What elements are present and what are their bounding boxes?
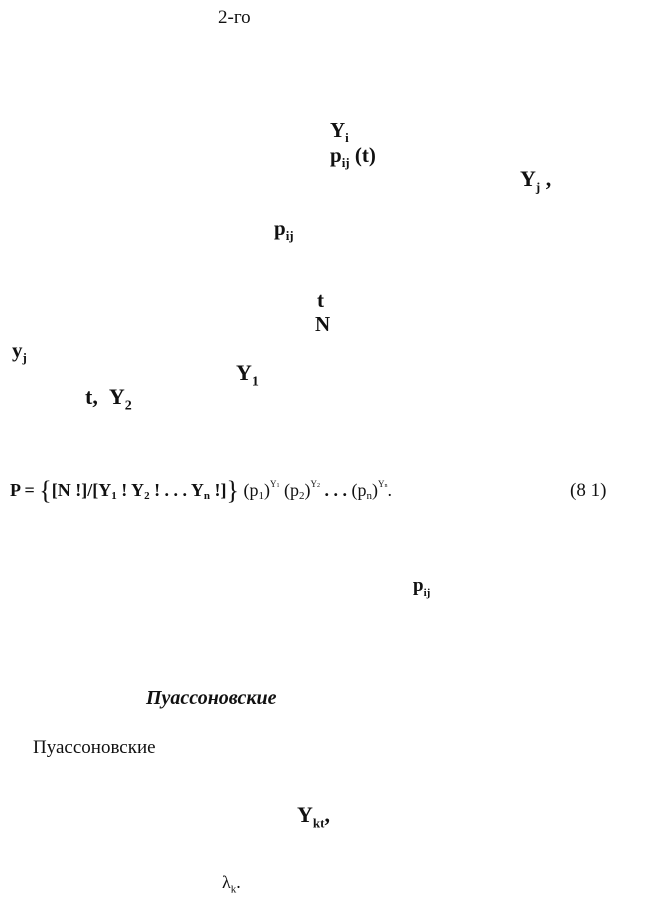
symbol-y-i: $Y_i$ <box>330 118 349 146</box>
formula-part1: [N !]/[Y <box>51 480 112 500</box>
symbol-t-y-2: t, $Y_2$ <box>85 384 132 414</box>
formula-factor-p1: $(p_1)^{Y1}$ <box>243 479 280 502</box>
formula-lhs: P = <box>10 480 35 500</box>
formula-factor-p2: $(p_2)^{Y2}$ <box>284 479 320 502</box>
fragment-2-go: 2-го <box>218 7 251 28</box>
formula-close-brace: } <box>226 476 239 505</box>
formula-factor-pn: $(p_n)^{Yn}$. <box>351 479 392 502</box>
symbol-p-ij-t: $p_{ij}$ (t) <box>330 143 376 171</box>
symbol-p-ij-a: $p_{ij}$ <box>274 216 294 244</box>
symbol-y-kt: $Y_{kt}$, <box>297 802 330 831</box>
equation-8-1: P = {[N $!]/[Y_1$ ! $Y_2$ ! . . . $Y_n$ !]} $(p_1)^{Y1}$ $(p_2)^{Y2}$ . . . $(p_n)^{Yn}$. <box>10 476 392 505</box>
formula-dots: . . . <box>324 480 347 500</box>
symbol-t: t <box>317 288 324 312</box>
word-poissonian: Пуассоновские <box>33 737 156 758</box>
symbol-y-j-lower: $y_j$ <box>12 338 27 366</box>
symbol-y-1: $Y_1$ <box>236 360 259 390</box>
symbol-lambda-k: $\lambda_k$. <box>222 872 241 896</box>
symbol-y-j: $Y_j$ , <box>520 166 552 195</box>
symbol-p-ij-b: $p_{ij}$ <box>413 575 431 599</box>
symbol-n: N <box>315 312 331 336</box>
formula-open-brace: { <box>39 476 52 505</box>
heading-poissonian-italic: Пуассоновские <box>146 687 277 709</box>
equation-number: (8 1) <box>570 480 607 501</box>
